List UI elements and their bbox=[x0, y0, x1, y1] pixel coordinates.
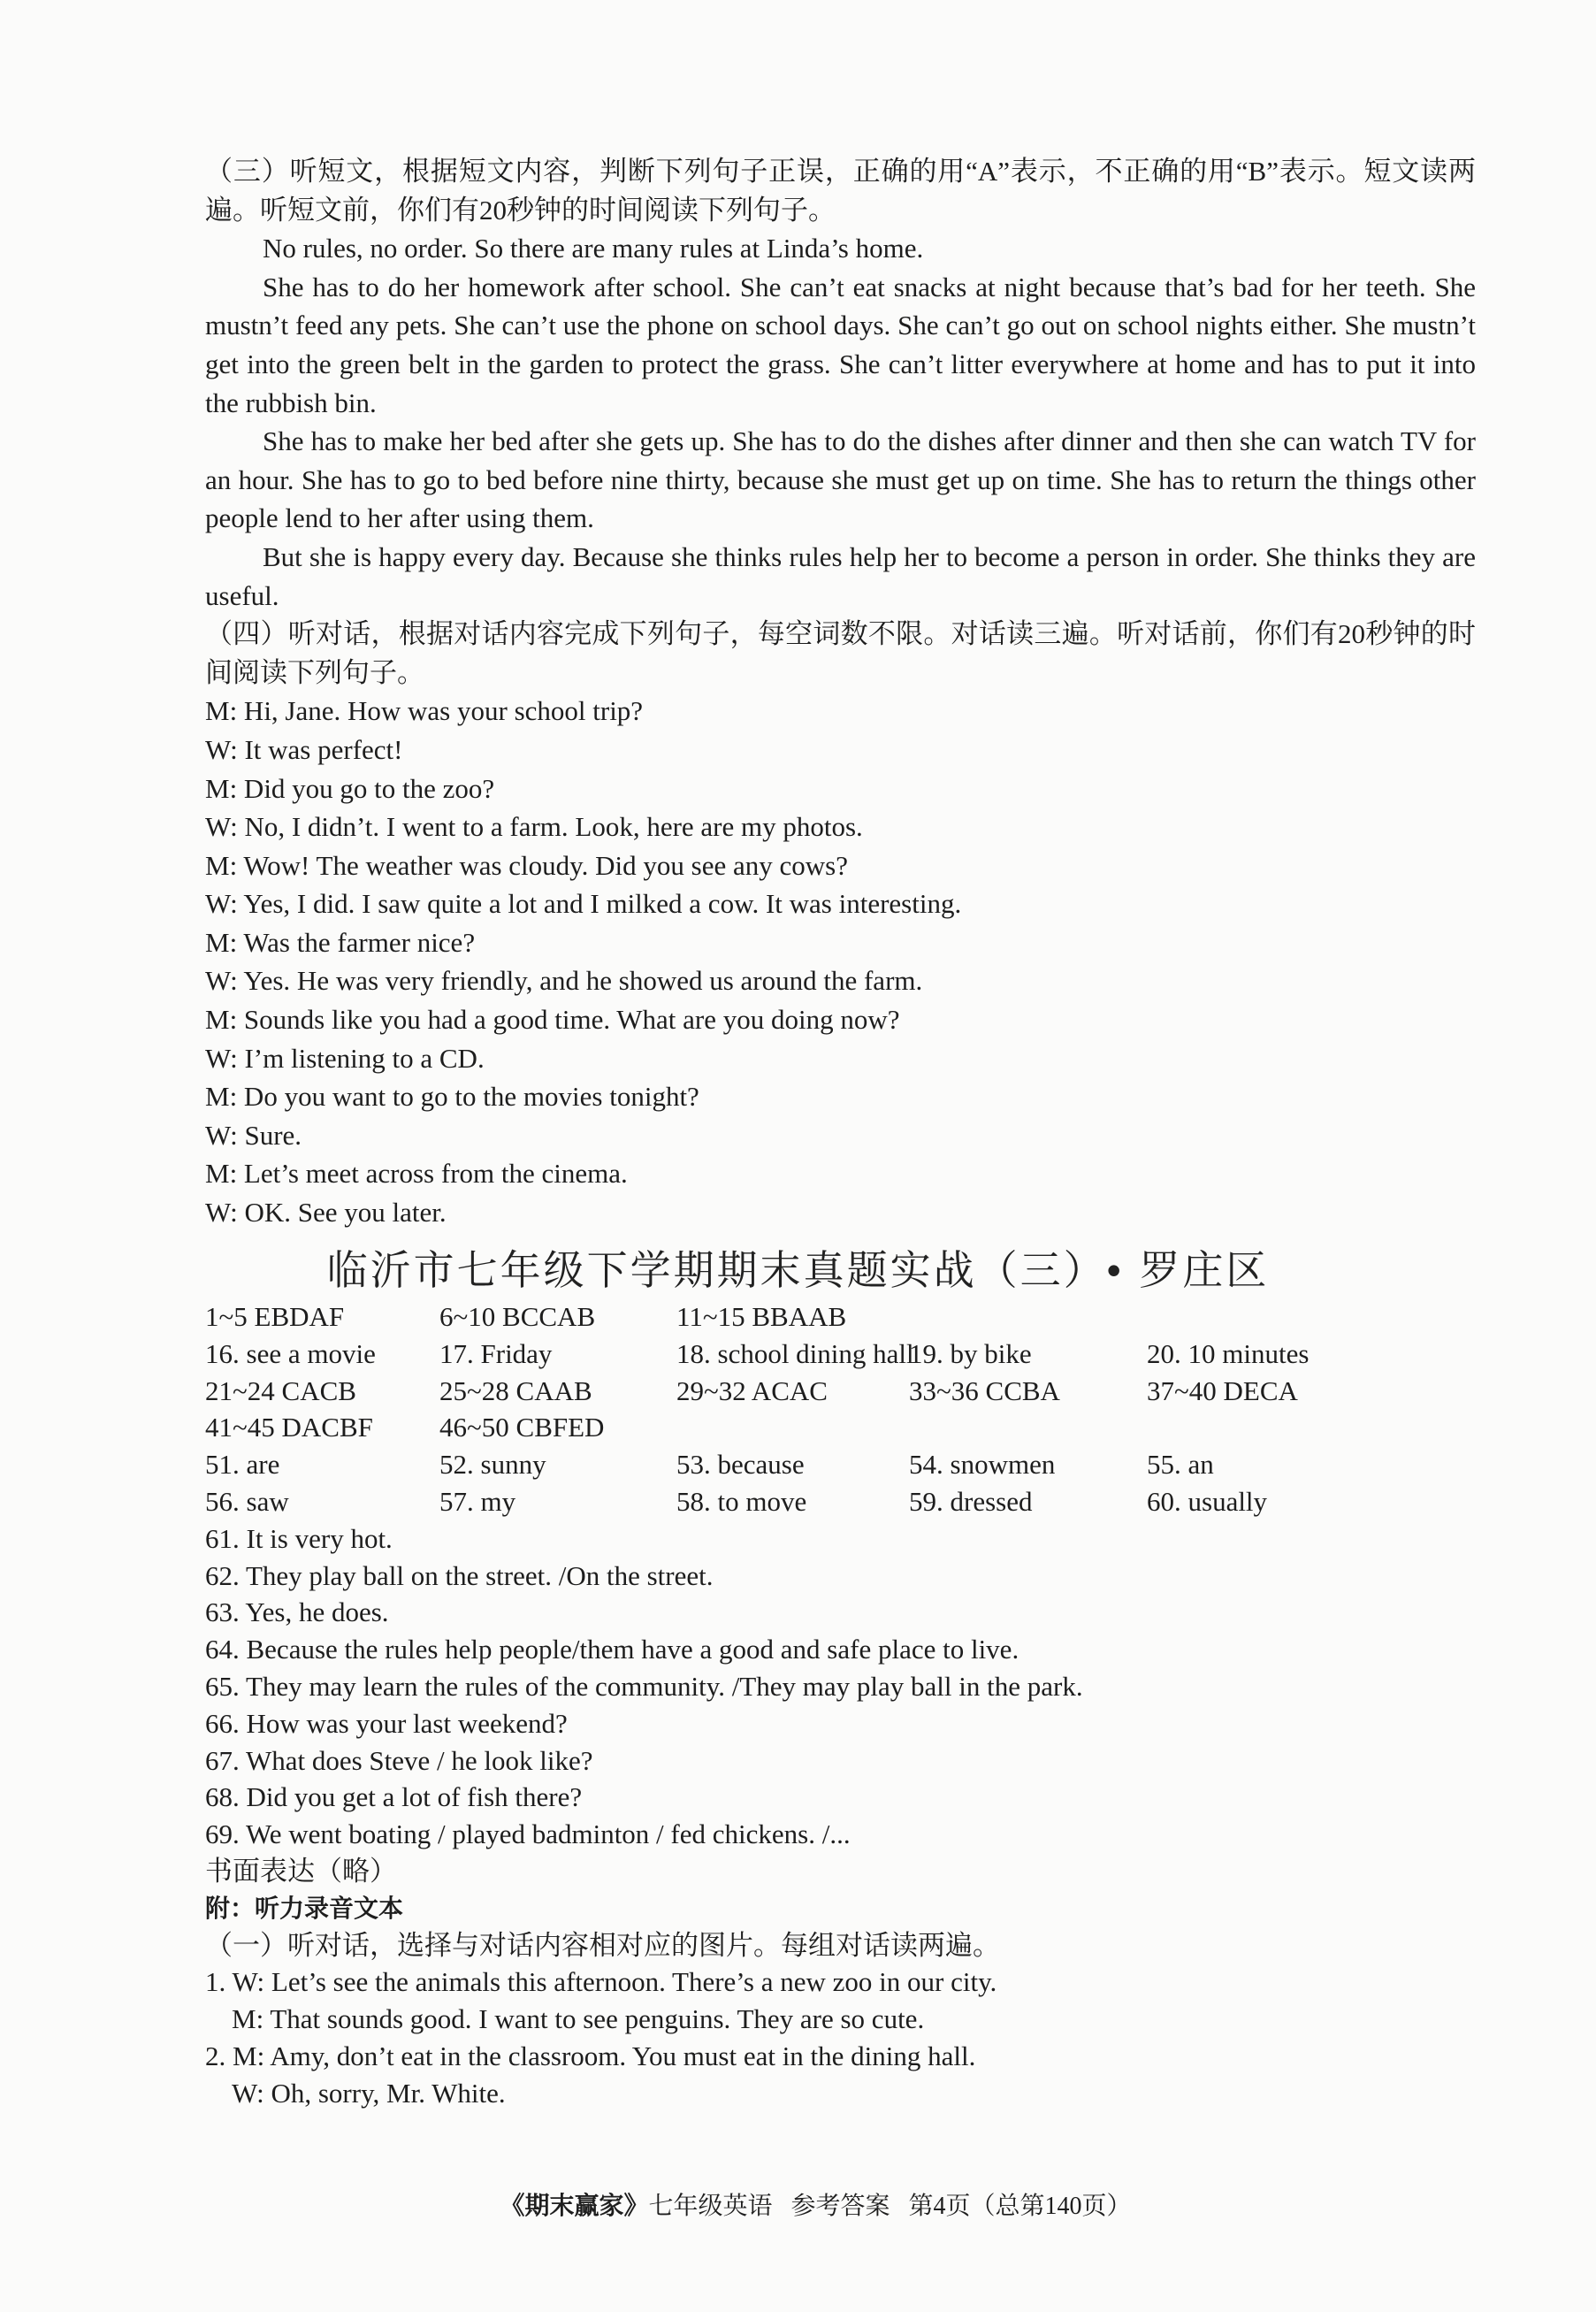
answer-cell: 59. dressed bbox=[909, 1485, 1033, 1517]
answer-cell: 20. 10 minutes bbox=[1147, 1337, 1310, 1369]
dialogue-line: W: Yes. He was very friendly, and he showed us around the farm. bbox=[205, 965, 923, 997]
answer-cell: 46~50 CBFED bbox=[439, 1412, 605, 1443]
answer-cell: 33~36 CCBA bbox=[909, 1374, 1060, 1406]
dialogue-line: M: Sounds like you had a good time. What are you doing now? bbox=[205, 1004, 900, 1036]
answer-cell: 16. see a movie bbox=[205, 1337, 376, 1369]
answer-row bbox=[205, 1373, 1476, 1410]
answer-row bbox=[205, 1336, 1476, 1373]
answer-cell: 55. an bbox=[1147, 1449, 1214, 1481]
answer-row bbox=[205, 1298, 1476, 1336]
answer-cell: 25~28 CAAB bbox=[439, 1374, 592, 1406]
dialogue-line: W: It was perfect! bbox=[205, 733, 403, 765]
dialogue-line: M: Hi, Jane. How was your school trip? bbox=[205, 695, 644, 727]
footer-book: 《期末赢家》 bbox=[500, 2191, 649, 2220]
answer-cell: 11~15 BBAAB bbox=[676, 1301, 847, 1332]
appendix-line: M: That sounds good. I want to see penguins. They are so cute. bbox=[232, 2003, 925, 2035]
paragraph: No rules, no order. So there are many rules at Linda’s home. bbox=[263, 233, 924, 264]
dialogue-line: M: Was the farmer nice? bbox=[205, 926, 476, 958]
dialogue-line: W: Yes, I did. I saw quite a lot and I milked a cow. It was interesting. bbox=[205, 888, 962, 920]
section3-instruction: （三）听短文，根据短文内容，判断下列句子正误，正确的用“A”表示，不正确的用“B”表示。短文读两遍。听短文前，你们有20秒钟的时间阅读下列句子。 bbox=[205, 156, 1476, 226]
answer-cell: 57. my bbox=[439, 1485, 516, 1517]
answer-line: 65. They may learn the rules of the community. /They may play ball in the park. bbox=[205, 1670, 1083, 1702]
answer-lines bbox=[205, 1520, 1476, 1853]
section4-instruction: （四）听对话，根据对话内容完成下列句子，每空词数不限。对话读三遍。听对话前，你们有20秒钟的时间阅读下列句子。 bbox=[205, 618, 1476, 688]
dialogue-line: W: No, I didn’t. I went to a farm. Look, here are my photos. bbox=[205, 811, 863, 843]
answer-line: 66. How was your last weekend? bbox=[205, 1707, 568, 1739]
appendix-line: 2. M: Amy, don’t eat in the classroom. You must eat in the dining hall. bbox=[205, 2040, 976, 2071]
dialogue-line: M: Did you go to the zoo? bbox=[205, 772, 495, 804]
answer-cell: 18. school dining hall bbox=[676, 1337, 914, 1369]
answer-line: 64. Because the rules help people/them have a good and safe place to live. bbox=[205, 1634, 1019, 1665]
footer-label: 参考答案 bbox=[790, 2193, 890, 2220]
dialogue-line: M: Let’s meet across from the cinema. bbox=[205, 1158, 628, 1190]
paragraph: But she is happy every day. Because she thinks rules help her to become a person in order. She thinks they are useful. bbox=[205, 540, 1476, 611]
listening-section bbox=[205, 152, 1476, 1232]
answer-line: 61. It is very hot. bbox=[205, 1522, 393, 1554]
dialogue-line: M: Do you want to go to the movies tonight? bbox=[205, 1081, 699, 1113]
answer-key bbox=[205, 1298, 1476, 2112]
appendix-title: 附：听力录音文本 bbox=[205, 1893, 404, 1923]
appendix-line: 1. W: Let’s see the animals this afternoon. There’s a new zoo in our city. bbox=[205, 1966, 997, 1998]
answer-cell: 19. by bike bbox=[909, 1337, 1032, 1369]
answer-line: 68. Did you get a lot of fish there? bbox=[205, 1781, 583, 1813]
appendix-instruction: （一）听对话，选择与对话内容相对应的图片。每组对话读两遍。 bbox=[205, 1929, 1000, 1961]
answer-grid bbox=[205, 1298, 1476, 1520]
answer-cell: 1~5 EBDAF bbox=[205, 1301, 345, 1332]
answer-cell: 21~24 CACB bbox=[205, 1374, 356, 1406]
answer-cell: 41~45 DACBF bbox=[205, 1412, 373, 1443]
page-number: 第4页（总第140页） bbox=[908, 2193, 1132, 2220]
footer-subject: 七年级英语 bbox=[648, 2193, 773, 2220]
answer-cell: 60. usually bbox=[1147, 1485, 1268, 1517]
answer-row bbox=[205, 1409, 1476, 1446]
answer-line: 67. What does Steve / he look like? bbox=[205, 1744, 593, 1776]
answer-line: 62. They play ball on the street. /On the street. bbox=[205, 1559, 714, 1591]
exam-title: 临沂市七年级下学期期末真题实战（三）• 罗庄区 bbox=[326, 1246, 1270, 1294]
answer-cell: 17. Friday bbox=[439, 1337, 553, 1369]
answer-cell: 29~32 ACAC bbox=[676, 1374, 828, 1406]
answer-cell: 58. to move bbox=[676, 1485, 807, 1517]
answer-cell: 53. because bbox=[676, 1449, 805, 1481]
answer-row bbox=[205, 1483, 1476, 1520]
answer-cell: 51. are bbox=[205, 1449, 280, 1481]
dialogue-line: W: I’m listening to a CD. bbox=[205, 1042, 485, 1074]
page-footer bbox=[0, 2186, 1596, 2222]
dialogue bbox=[205, 692, 1476, 1231]
paragraph: She has to do her homework after school. She can’t eat snacks at night because that’s bad for her teeth. She mustn’t feed any pets. She can’t use the phone on school days. She can’t go out on school nights either. She mustn’t get into the green belt in the garden to protect the grass. She can’t litter everywhere at home and has to put it into the rubbish bin. bbox=[205, 271, 1476, 418]
dialogue-line: M: Wow! The weather was cloudy. Did you see any cows? bbox=[205, 849, 848, 881]
dialogue-line: W: OK. See you later. bbox=[205, 1197, 447, 1229]
answer-cell: 6~10 BCCAB bbox=[439, 1301, 596, 1332]
answer-row bbox=[205, 1446, 1476, 1483]
answer-cell: 56. saw bbox=[205, 1485, 289, 1517]
appendix-line: W: Oh, sorry, Mr. White. bbox=[232, 2077, 506, 2109]
paragraph: She has to make her bed after she gets up. She has to do the dishes after dinner and then she can watch TV for an hour. She has to go to bed before nine thirty, because she must get up on time. She has to return the things other people lend to her after using them. bbox=[205, 425, 1476, 534]
answer-cell: 52. sunny bbox=[439, 1449, 546, 1481]
writing-note: 书面表达（略） bbox=[205, 1855, 397, 1887]
answer-line: 69. We went boating / played badminton / fed chickens. /... bbox=[205, 1818, 851, 1850]
answer-cell: 54. snowmen bbox=[909, 1449, 1056, 1481]
answer-line: 63. Yes, he does. bbox=[205, 1596, 389, 1628]
dialogue-line: W: Sure. bbox=[205, 1119, 302, 1151]
answer-cell: 37~40 DECA bbox=[1147, 1374, 1298, 1406]
